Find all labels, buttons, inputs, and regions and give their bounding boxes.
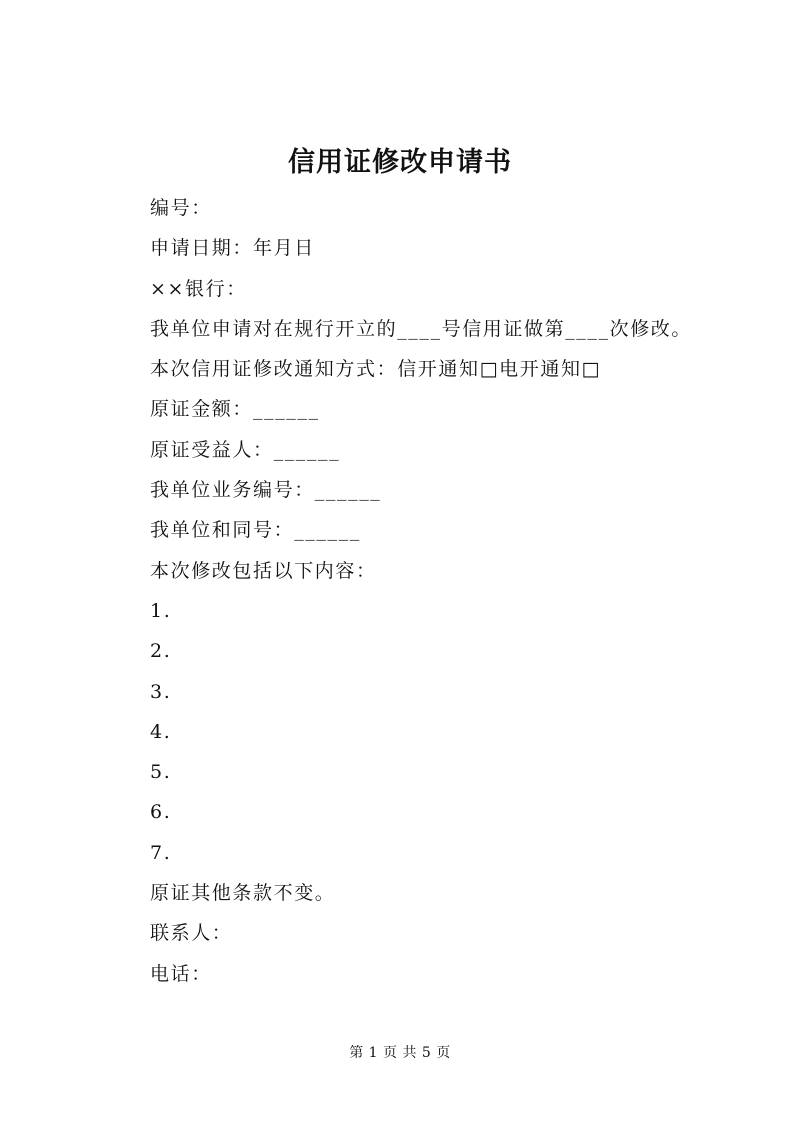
field-original-amount: 原证金额：______ — [150, 398, 320, 421]
bank-salutation: ××银行： — [150, 277, 247, 300]
amendment-item-2: 2. — [150, 640, 172, 663]
field-original-beneficiary: 原证受益人：______ — [150, 438, 341, 461]
amendment-item-7: 7. — [150, 841, 172, 864]
field-business-number: 我单位业务编号：______ — [150, 479, 382, 502]
field-application-date: 申请日期：年月日 — [150, 237, 315, 260]
amendment-request-statement: 我单位申请对在规行开立的____号信用证做第____次修改。 — [150, 317, 693, 340]
amendment-contents-heading: 本次修改包括以下内容： — [150, 559, 377, 582]
amendment-item-3: 3. — [150, 680, 172, 703]
field-contract-number: 我单位和同号：______ — [150, 519, 361, 542]
notification-method: 本次信用证修改通知方式：信开通知□电开通知□ — [150, 358, 602, 381]
field-number: 编号： — [150, 197, 212, 219]
field-contact-person: 联系人： — [150, 922, 233, 945]
page-number-footer: 第 1 页 共 5 页 — [349, 1045, 451, 1061]
document-title: 信用证修改申请书 — [288, 147, 512, 178]
amendment-item-4: 4. — [150, 720, 172, 743]
other-terms-unchanged: 原证其他条款不变。 — [150, 882, 336, 905]
document-body — [150, 190, 770, 996]
amendment-item-5: 5. — [150, 761, 172, 784]
field-phone: 电话： — [150, 962, 212, 985]
amendment-item-6: 6. — [150, 801, 172, 824]
amendment-item-1: 1. — [150, 599, 172, 622]
